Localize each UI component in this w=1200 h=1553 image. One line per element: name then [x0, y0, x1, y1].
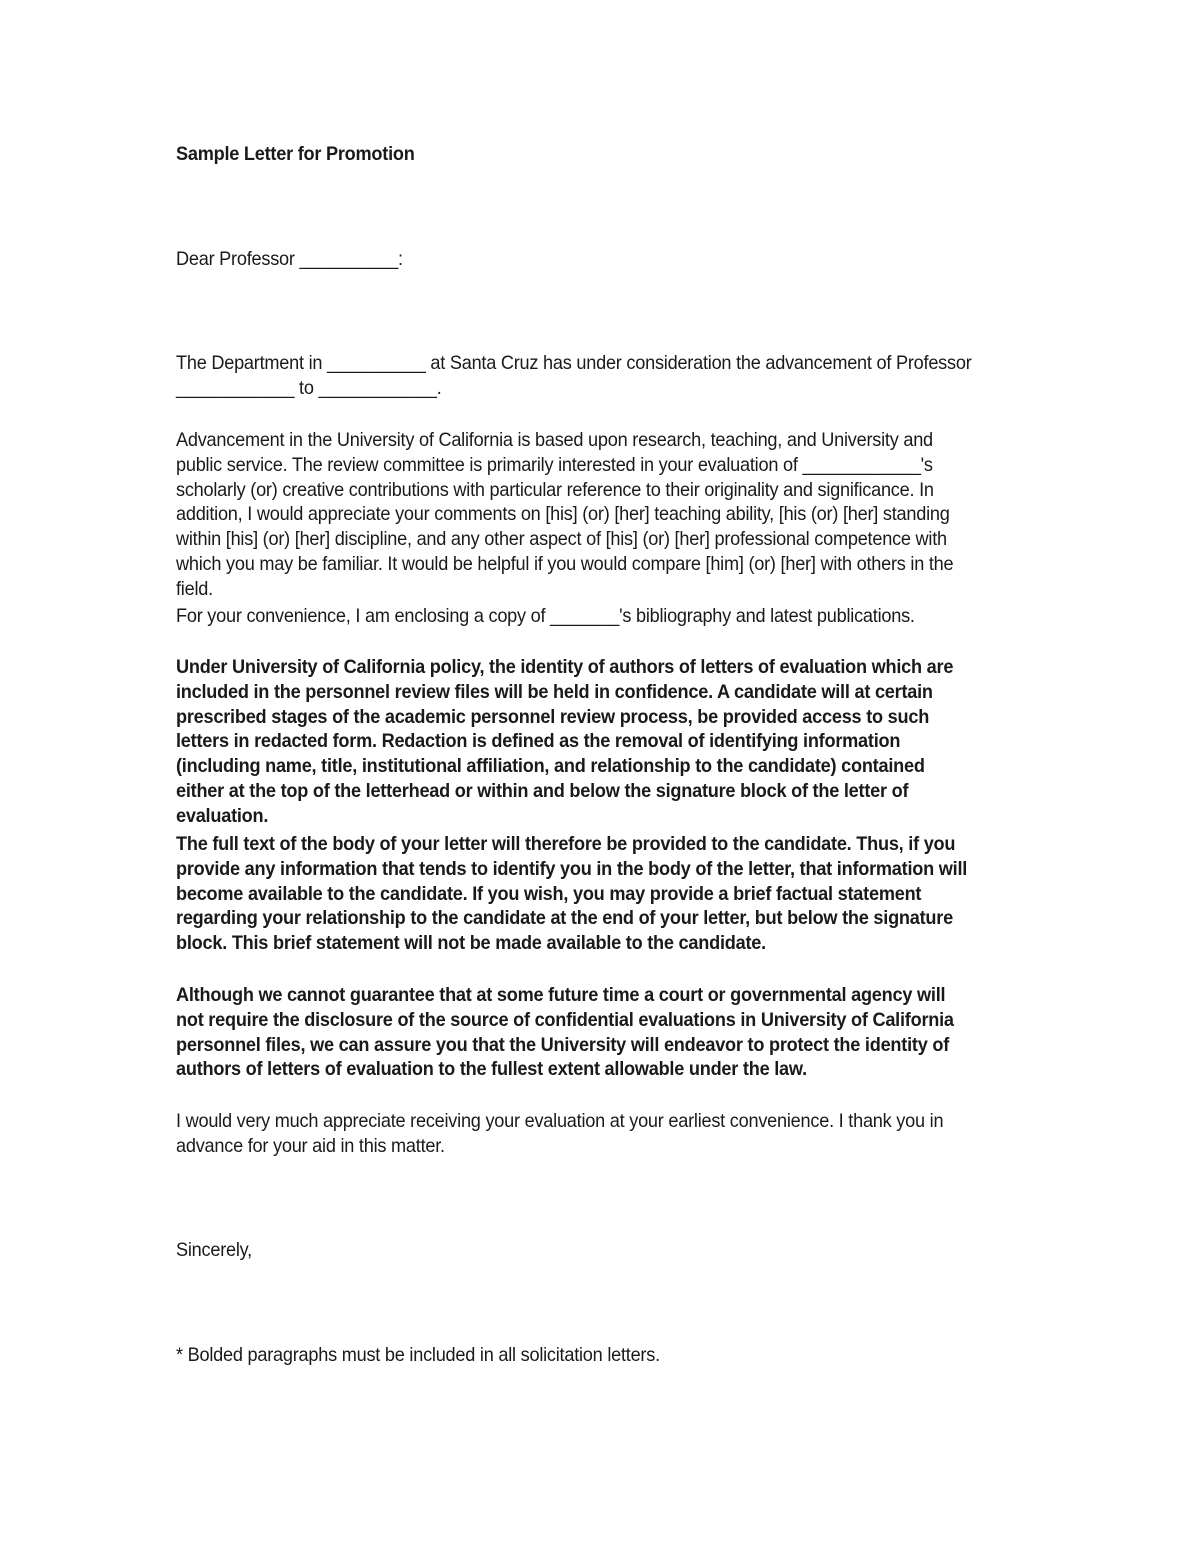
closing: Sincerely, [176, 1239, 252, 1261]
paragraph-legal-protection: Although we cannot guarantee that at some future time a court or governmental agency will not require the disclosure of the source of confidential evaluations in University of California personnel files, we can assure you that the University will endeavor to protect the identity of authors of letters of evaluation to the fullest extent allowable under the law. [176, 984, 954, 1081]
paragraph-department: The Department in __________ at Santa Cruz has under consideration the advancement of Professor ____________ to ____________. [176, 352, 972, 399]
paragraph-appreciation: I would very much appreciate receiving your evaluation at your earliest convenience. I thank you in advance for your aid in this matter. [176, 1110, 944, 1157]
footnote: * Bolded paragraphs must be included in all solicitation letters. [176, 1344, 660, 1366]
letter-title: Sample Letter for Promotion [176, 143, 415, 165]
salutation: Dear Professor __________: [176, 248, 403, 270]
paragraph-confidentiality-policy: Under University of California policy, the identity of authors of letters of evaluation which are included in the personnel review files will be held in confidence. A candidate will at certain prescribed stages of the academic personnel review process, be provided access to such letters in redacted form. Redaction is defined as the removal of identifying information (including name, title, institutional affiliation, and relationship to the candidate) contained either at the top of the letterhead or within and below the signature block of the letter of evaluation. [176, 656, 954, 827]
paragraph-advancement: Advancement in the University of California is based upon research, teaching, and University and public service. The review committee is primarily interested in your evaluation of ____________'s scholarly (or) creative contributions with particular reference to their originality and significance. In addition, I would appreciate your comments on [his] (or) [her] teaching ability, [his (or) [her] standing within [his] (or) [her] discipline, and any other aspect of [his] (or) [her] professional competence with which you may be familiar. It would be helpful if you would compare [him] (or) [her] with others in the field. [176, 429, 954, 600]
paragraph-enclosure: For your convenience, I am enclosing a copy of _______'s bibliography and latest publications. [176, 605, 915, 627]
paragraph-full-text-disclosure: The full text of the body of your letter will therefore be provided to the candidate. Thus, if you provide any information that tends to identify you in the body of the letter, that information will become available to the candidate. If you wish, you may provide a brief factual statement regarding your relationship to the candidate at the end of your letter, but below the signature block. This brief statement will not be made available to the candidate. [176, 833, 968, 955]
